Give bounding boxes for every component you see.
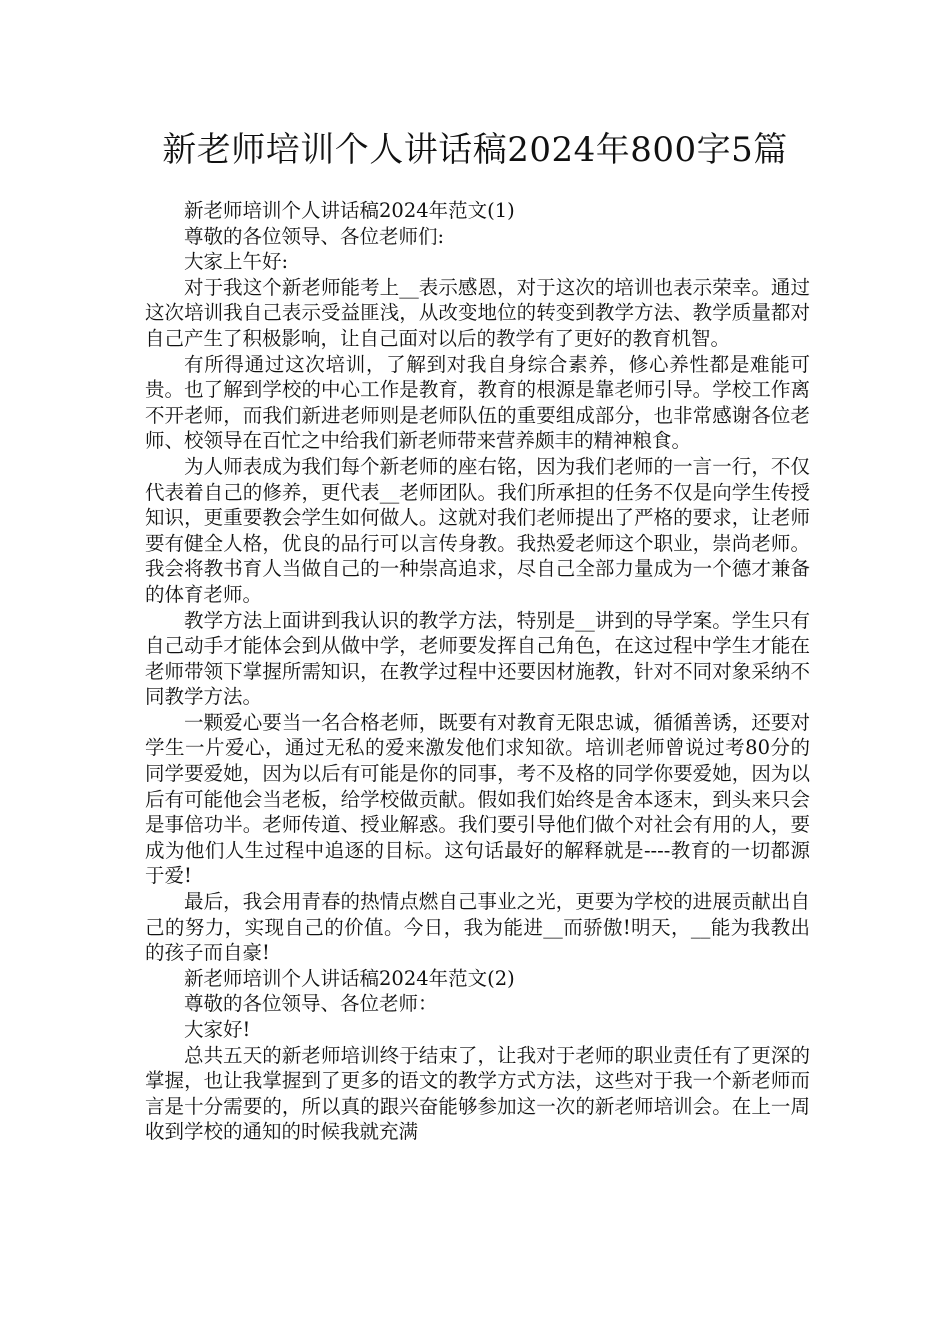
body-paragraph: 为人师表成为我们每个新老师的座右铭，因为我们老师的一言一行，不仅代表着自己的修养，更代表__老师团队。我们所承担的任务不仅是向学生传授知识，更重要教会学生如何做人。这就对我们老师提出了严格的要求，让老师要有健全人格，优良的品行可以言传身教。我热爱老师这个职业，崇尚老师。我会将教书育人当做自己的一种崇高追求，尽自己全部力量成为一个德才兼备的体育老师。 xyxy=(145,454,810,606)
greeting: 大家上午好: xyxy=(184,250,289,274)
greeting: 大家好! xyxy=(184,1018,251,1041)
body-paragraph: 一颗爱心要当一名合格老师，既要有对教育无限忠诚，循循善诱，还要对学生一片爱心，通过无私的爱来激发他们求知欲。培训老师曾说过考80分的同学要爱她，因为以后有可能是你的同事，考不及格的同学你要爱她，因为以后有可能他会当老板，给学校做贡献。假如我们始终是舍本逐末，到头来只会是事倍功半。老师传道、授业解惑。我们要引导他们做个对社会有用的人，要成为他们人生过程中追逐的目标。这句话最好的解释就是----教育的一切都源于爱! xyxy=(145,710,810,888)
body-paragraph: 有所得通过这次培训，了解到对我自身综合素养，修心养性都是难能可贵。也了解到学校的中心工作是教育，教育的根源是靠老师引导。学校工作离不开老师，而我们新进老师则是老师队伍的重要组成部分，也非常感谢各位老师、校领导在百忙之中给我们新老师带来营养颇丰的精神粮食。 xyxy=(145,352,810,453)
salutation: 尊敬的各位领导、各位老师们: xyxy=(184,224,445,248)
section-heading: 新老师培训个人讲话稿2024年范文(1) xyxy=(184,199,515,222)
document-title: 新老师培训个人讲话稿2024年800字5篇 xyxy=(162,130,788,170)
body-paragraph: 教学方法上面讲到我认识的教学方法，特别是__讲到的导学案。学生只有自己动手才能体会到从做中学，老师要发挥自己角色，在这过程中学生才能在老师带领下掌握所需知识，在教学过程中还要因材施教，针对不同对象采纳不同教学方法。 xyxy=(145,608,810,709)
document-body xyxy=(145,198,810,1145)
section-heading: 新老师培训个人讲话稿2024年范文(2) xyxy=(184,966,515,990)
body-paragraph: 对于我这个新老师能考上__表示感恩，对于这次的培训也表示荣幸。通过这次培训我自己表示受益匪浅，从改变地位的转变到教学方法、教学质量都对自己产生了积极影响，让自己面对以后的教学有了更好的教育机智。 xyxy=(145,275,810,350)
salutation: 尊敬的各位领导、各位老师： xyxy=(184,992,438,1016)
body-paragraph: 最后，我会用青春的热情点燃自己事业之光，更要为学校的进展贡献出自己的努力，实现自己的价值。今日，我为能进__而骄傲!明天，__能为我教出的孩子而自豪! xyxy=(145,890,810,965)
body-paragraph: 总共五天的新老师培训终于结束了，让我对于老师的职业责任有了更深的掌握，也让我掌握到了更多的语文的教学方式方法，这些对于我一个新老师而言是十分需要的，所以真的跟兴奋能够参加这一次的新老师培训会。在上一周收到学校的通知的时候我就充满 xyxy=(145,1043,810,1144)
